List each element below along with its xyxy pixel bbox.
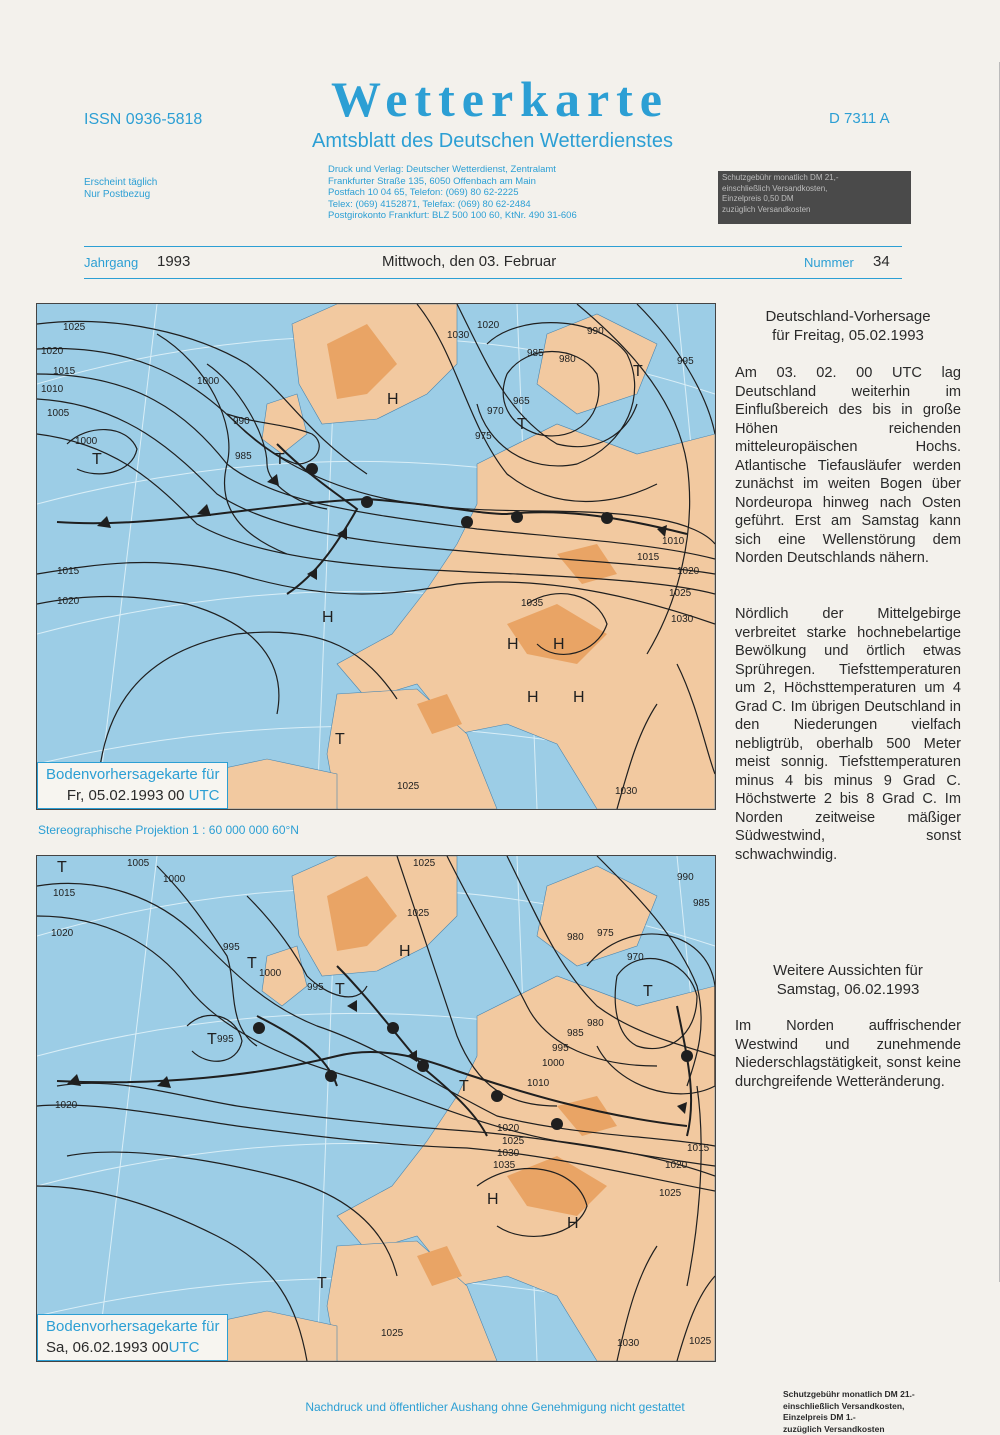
high-center: H [387, 391, 399, 408]
isobar-label: 1015 [53, 888, 76, 899]
isobar-label: 1030 [447, 330, 470, 341]
isobar-label: 975 [475, 431, 492, 442]
isobar-label: 1020 [41, 346, 64, 357]
isobar-label: 1025 [397, 781, 420, 792]
isobar-label: 990 [233, 416, 250, 427]
fee-note-line: zuzüglich Versandkosten [783, 1424, 915, 1435]
isobar-label: 975 [597, 928, 614, 939]
low-center: T [517, 416, 527, 433]
isobar-label: 1000 [163, 874, 186, 885]
isobar-label: 980 [567, 932, 584, 943]
low-center: T [247, 955, 257, 972]
map-caption-date [46, 1337, 219, 1358]
isobar-label: 985 [567, 1028, 584, 1039]
isobar-label: 1020 [51, 928, 74, 939]
nummer-label: Nummer [804, 255, 854, 270]
reprint-notice: Nachdruck und öffentlicher Aushang ohne Genehmigung nicht gestattet [0, 1400, 990, 1414]
issue-date: Mittwoch, den 03. Februar [382, 253, 556, 270]
isobar-label: 970 [487, 406, 504, 417]
outlook-heading [735, 961, 961, 999]
isobar-label: 1010 [662, 536, 685, 547]
forecast-heading [735, 307, 961, 345]
isobar-label: 1000 [75, 436, 98, 447]
isobar-label: 980 [559, 354, 576, 365]
publication-note-line: Nur Postbezug [84, 189, 157, 201]
isobar-label: 1035 [521, 598, 544, 609]
forecast-map-saturday [36, 855, 716, 1362]
isobar-label: 990 [677, 872, 694, 883]
fee-box-line: Schutzgebühr monatlich DM 21,- [722, 173, 907, 184]
jahrgang-label: Jahrgang [84, 255, 138, 270]
rule-bottom [84, 278, 902, 279]
map-caption-date [46, 785, 219, 806]
isobar-label: 1020 [57, 596, 80, 607]
low-center: T [633, 363, 643, 380]
map-caption-date-text: Fr, 05.02.1993 00 [67, 787, 185, 804]
isobar-label: 1000 [542, 1058, 565, 1069]
isobar-label: 995 [677, 356, 694, 367]
jahrgang-value: 1993 [157, 253, 190, 270]
fee-box-line: Einzelpreis 0,50 DM [722, 194, 907, 205]
isobar-label: 995 [552, 1043, 569, 1054]
high-center: H [399, 943, 411, 960]
publisher-line: Telex: (069) 4152871, Telefax: (069) 80 62-2484 [328, 199, 658, 211]
low-center: T [643, 983, 653, 1000]
high-center: H [507, 636, 519, 653]
isobar-label: 995 [217, 1034, 234, 1045]
isobar-label: 1015 [53, 366, 76, 377]
isobar-label: 1025 [659, 1188, 682, 1199]
isobar-label: 980 [587, 1018, 604, 1029]
isobar-label: 1005 [47, 408, 70, 419]
forecast-heading-line: für Freitag, 05.02.1993 [735, 326, 961, 345]
publisher-line: Druck und Verlag: Deutscher Wetterdienst, Zentralamt [328, 164, 658, 176]
outlook-heading-line: Samstag, 06.02.1993 [735, 980, 961, 999]
publication-note [84, 177, 157, 201]
isobar-label: 1020 [665, 1160, 688, 1171]
issn: ISSN 0936-5818 [84, 111, 202, 129]
map-graphic [37, 304, 715, 809]
publisher-line: Postgirokonto Frankfurt: BLZ 500 100 60, KtNr. 490 31-606 [328, 210, 658, 222]
fee-note-line: Schutzgebühr monatlich DM 21.- [783, 1389, 915, 1401]
isobar-label: 1010 [41, 384, 64, 395]
high-center: H [553, 636, 565, 653]
isobar-label: 1030 [497, 1148, 520, 1159]
isobar-label: 1025 [407, 908, 430, 919]
isobar-label: 985 [235, 451, 252, 462]
isobar-label: 1010 [527, 1078, 550, 1089]
isobar-label: 1005 [127, 858, 150, 869]
projection-note: Stereographische Projektion 1 : 60 000 000 60°N [38, 823, 299, 837]
isobar-label: 1035 [493, 1160, 516, 1171]
map-caption-utc: UTC [189, 787, 220, 804]
outlook-heading-line: Weitere Aussichten für [735, 961, 961, 980]
isobar-label: 1015 [687, 1143, 710, 1154]
high-center: H [573, 689, 585, 706]
map-graphic [37, 856, 715, 1361]
forecast-paragraph: Nördlich der Mittelgebirge verbreitet starke hochnebelartige Bewölkung und örtlich etwas Sprühregen. Tiefsttemperaturen um 2, Höchsttemperaturen um 4 Grad C. Im übrigen Deutschland in den Niederungen vielfach nebligtrüb, oberhalb 500 Meter meist sonnig. Tiefsttemperaturen minus 4 bis minus 9 Grad C. Höchstwerte 2 bis 8 Grad C. Im Norden zeitweise mäßiger Südwestwind, sonst schwachwindig. [735, 605, 961, 864]
isobar-label: 970 [627, 952, 644, 963]
masthead-title: Wetterkarte [0, 70, 1000, 128]
fee-note-line: einschließlich Versandkosten, [783, 1401, 915, 1413]
publisher-info [328, 164, 658, 222]
map-caption-utc: UTC [169, 1339, 200, 1356]
isobar-label: 1020 [55, 1100, 78, 1111]
isobar-label: 1000 [259, 968, 282, 979]
low-center: T [275, 451, 285, 468]
high-center: H [487, 1191, 499, 1208]
isobar-label: 1030 [671, 614, 694, 625]
isobar-label: 1025 [669, 588, 692, 599]
isobar-label: 1025 [689, 1336, 712, 1347]
forecast-heading-line: Deutschland-Vorhersage [735, 307, 961, 326]
isobar-label: 1025 [413, 858, 436, 869]
low-center: T [335, 731, 345, 748]
map-caption-date-text: Sa, 06.02.1993 00 [46, 1339, 169, 1356]
publication-note-line: Erscheint täglich [84, 177, 157, 189]
isobar-label: 1000 [197, 376, 220, 387]
masthead-subtitle: Amtsblatt des Deutschen Wetterdienstes [0, 130, 985, 153]
fee-box-line: zuzüglich Versandkosten [722, 205, 907, 216]
isobar-label: 985 [693, 898, 710, 909]
high-center: H [527, 689, 539, 706]
low-center: T [207, 1031, 217, 1048]
isobar-label: 1020 [497, 1123, 520, 1134]
isobar-label: 1025 [502, 1136, 525, 1147]
forecast-paragraph: Am 03. 02. 00 UTC lag Deutschland weiterhin im Einflußbereich des bis in große Höhen reichenden mitteleuropäischen Hochs. Atlantische Tiefausläufer werden zunächst im weiten Bogen über Nordeuropa hinweg nach Osten geführt. Erst am Samstag kann sich eine Wellenstörung dem Norden Deutschlands nähern. [735, 364, 961, 568]
isobar-label: 990 [587, 326, 604, 337]
low-center: T [317, 1275, 327, 1292]
publisher-line: Frankfurter Straße 135, 6050 Offenbach am Main [328, 176, 658, 188]
high-center: H [322, 609, 334, 626]
postal-code: D 7311 A [829, 110, 890, 127]
rule-top [84, 246, 902, 247]
nummer-value: 34 [873, 253, 890, 270]
outlook-paragraph: Im Norden auffrischender Westwind und zunehmende Niederschlagstätigkeit, sonst keine durchgreifende Wetteränderung. [735, 1017, 961, 1091]
isobar-label: 1020 [677, 566, 700, 577]
map-caption-title: Bodenvorhersagekarte für [46, 1316, 219, 1337]
isobar-label: 1025 [63, 322, 86, 333]
low-center: T [335, 981, 345, 998]
issue-row [84, 253, 902, 275]
isobar-label: 965 [513, 396, 530, 407]
isobar-label: 1030 [617, 1338, 640, 1349]
map-caption-title: Bodenvorhersagekarte für [46, 764, 219, 785]
fee-box [718, 171, 911, 224]
fee-box-line: einschließlich Versandkosten, [722, 184, 907, 195]
isobar-label: 1015 [57, 566, 80, 577]
isobar-label: 995 [223, 942, 240, 953]
fee-note-line: Einzelpreis DM 1.- [783, 1412, 915, 1424]
isobar-label: 1015 [637, 552, 660, 563]
isobar-label: 985 [527, 348, 544, 359]
isobar-label: 1025 [381, 1328, 404, 1339]
map-caption [37, 762, 228, 809]
publisher-line: Postfach 10 04 65, Telefon: (069) 80 62-2225 [328, 187, 658, 199]
low-center: T [92, 451, 102, 468]
high-center: H [567, 1215, 579, 1232]
isobar-label: 1030 [615, 786, 638, 797]
low-center: T [57, 859, 67, 876]
map-caption [37, 1314, 228, 1361]
isobar-label: 995 [307, 982, 324, 993]
forecast-map-friday [36, 303, 716, 810]
isobar-label: 1020 [477, 320, 500, 331]
low-center: T [459, 1078, 469, 1095]
